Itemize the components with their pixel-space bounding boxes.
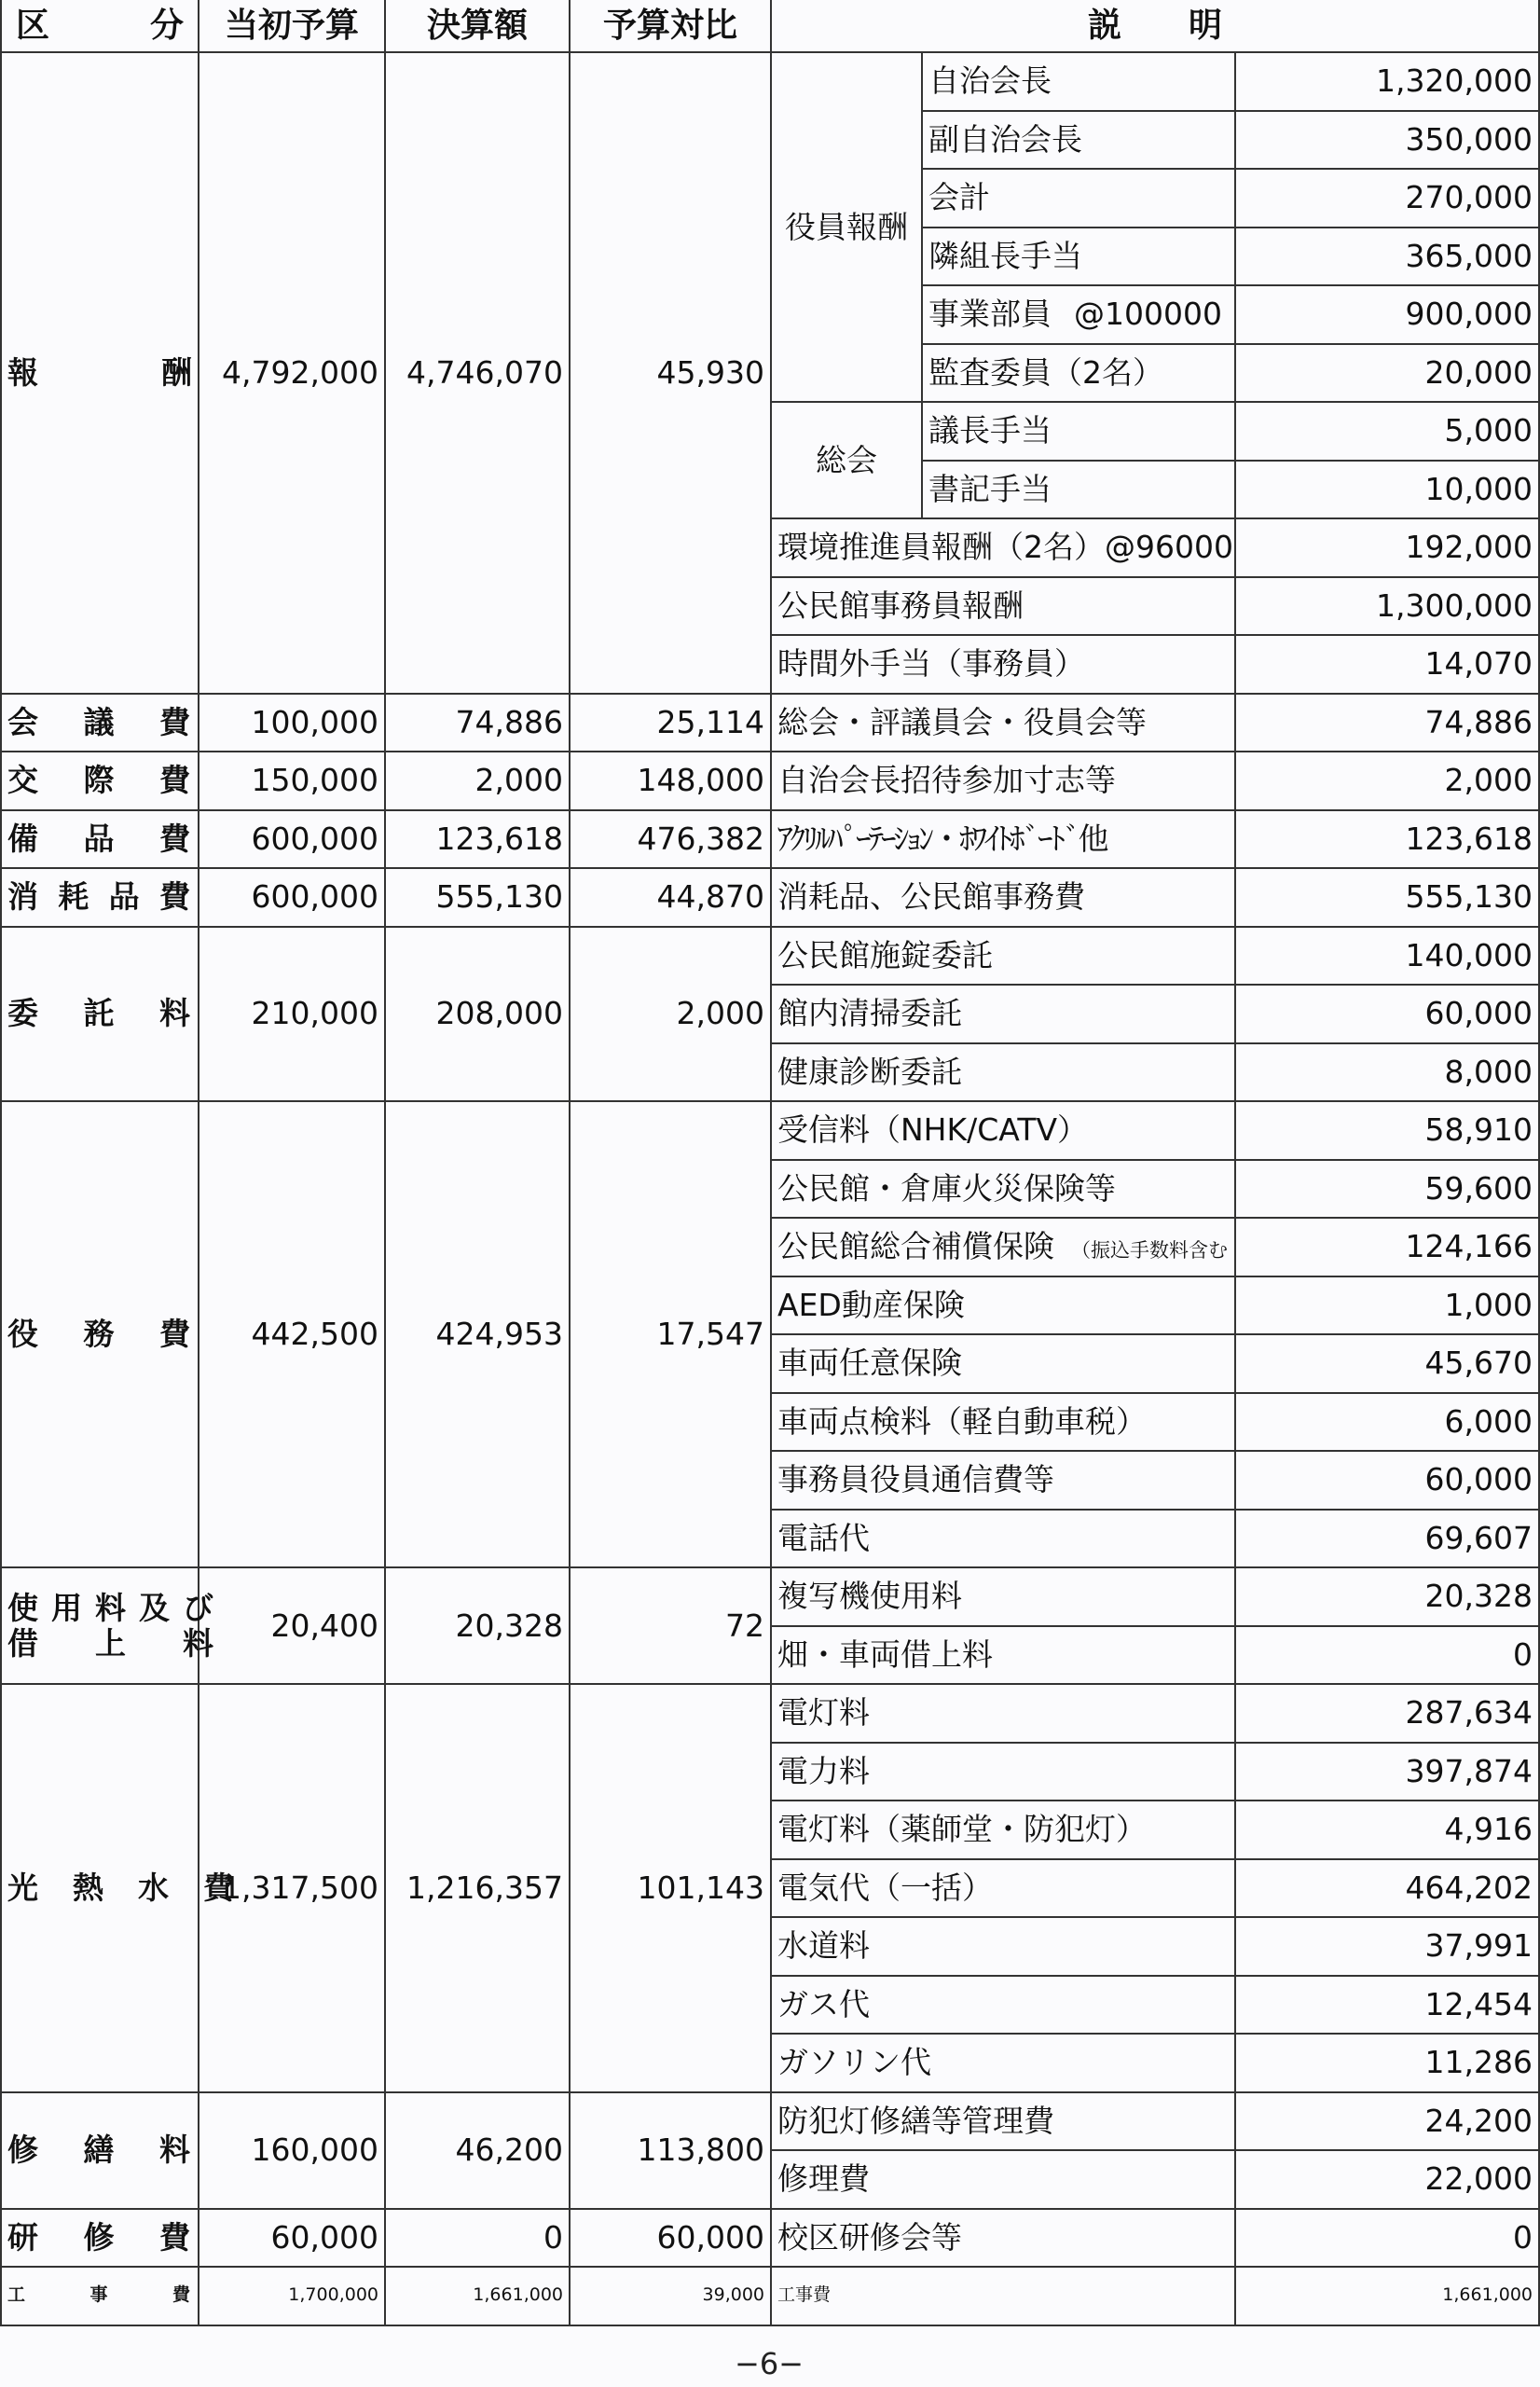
item-amount: 20,328 xyxy=(1235,1567,1539,1626)
initial-budget-value: 442,500 xyxy=(199,1101,385,1567)
difference-value: 101,143 xyxy=(570,1684,771,2092)
item-label: AED動産保険 xyxy=(771,1276,1235,1335)
item-amount: 464,202 xyxy=(1235,1859,1539,1918)
category-consumables: 消耗品費 xyxy=(1,868,199,927)
item-label-with-note xyxy=(922,285,1235,344)
item-label: 防犯灯修繕等管理費 xyxy=(771,2092,1235,2151)
category-line: 借 上 料 xyxy=(7,1624,227,1662)
item-amount: 74,886 xyxy=(1235,694,1539,752)
item-label: 隣組長手当 xyxy=(922,228,1235,286)
item-amount: 1,661,000 xyxy=(1235,2267,1539,2325)
item-amount: 0 xyxy=(1235,2209,1539,2268)
item-label: 修理費 xyxy=(771,2150,1235,2209)
item-label: ガソリン代 xyxy=(771,2034,1235,2092)
page-number: −6− xyxy=(735,2346,804,2381)
table-row xyxy=(1,868,1539,927)
item-amount: 8,000 xyxy=(1235,1043,1539,1102)
item-label: 副自治会長 xyxy=(922,111,1235,170)
item-label: 公民館事務員報酬 xyxy=(771,577,1235,636)
settled-value: 4,746,070 xyxy=(385,52,570,694)
initial-budget-value: 100,000 xyxy=(199,694,385,752)
item-label: 電灯料（薬師堂・防犯灯） xyxy=(771,1801,1235,1859)
difference-value: 17,547 xyxy=(570,1101,771,1567)
header-settled-amount: 決算額 xyxy=(385,0,570,52)
initial-budget-value: 600,000 xyxy=(199,868,385,927)
item-label: 消耗品、公民館事務費 xyxy=(771,868,1235,927)
settled-value: 20,328 xyxy=(385,1567,570,1684)
item-amount: 124,166 xyxy=(1235,1218,1539,1276)
item-amount: 270,000 xyxy=(1235,169,1539,228)
item-label: ガス代 xyxy=(771,1976,1235,2035)
item-label: 事業部員 xyxy=(928,296,1052,333)
item-label: 車両任意保険 xyxy=(771,1334,1235,1393)
item-label: 工事費 xyxy=(771,2267,1235,2325)
item-amount: 69,607 xyxy=(1235,1510,1539,1568)
item-amount: 12,454 xyxy=(1235,1976,1539,2035)
item-amount: 58,910 xyxy=(1235,1101,1539,1160)
item-unit-note: @100000 xyxy=(1074,296,1222,333)
settled-value: 46,200 xyxy=(385,2092,570,2209)
difference-value: 113,800 xyxy=(570,2092,771,2209)
category-meeting: 会 議 費 xyxy=(1,694,199,752)
header-description: 説 明 xyxy=(771,0,1539,52)
item-amount: 5,000 xyxy=(1235,402,1539,461)
header-budget-difference: 予算対比 xyxy=(570,0,771,52)
item-amount: 1,000 xyxy=(1235,1276,1539,1335)
subgroup-officer-pay: 役員報酬 xyxy=(771,52,922,402)
item-fee-note: （振込手数料含む xyxy=(1071,1239,1228,1262)
initial-budget-value: 60,000 xyxy=(199,2209,385,2268)
item-label: ｱｸﾘﾙﾊﾟｰﾃｰｼｮﾝ・ﾎﾜｲﾄﾎﾞｰﾄﾞ他 xyxy=(771,810,1235,869)
category-services: 役 務 費 xyxy=(1,1101,199,1567)
item-label-with-note xyxy=(771,1218,1235,1276)
settled-value: 1,216,357 xyxy=(385,1684,570,2092)
initial-budget-value: 150,000 xyxy=(199,752,385,810)
category-entertainment: 交 際 費 xyxy=(1,752,199,810)
difference-value: 44,870 xyxy=(570,868,771,927)
difference-value: 476,382 xyxy=(570,810,771,869)
table-row xyxy=(1,752,1539,810)
difference-value: 2,000 xyxy=(570,927,771,1102)
difference-value: 60,000 xyxy=(570,2209,771,2268)
table-row xyxy=(1,52,1539,111)
item-amount: 4,916 xyxy=(1235,1801,1539,1859)
item-label: 監査委員（2名） xyxy=(922,344,1235,403)
category-utilities: 光 熱 水 費 xyxy=(1,1684,199,2092)
item-label: 畑・車両借上料 xyxy=(771,1626,1235,1685)
item-amount: 6,000 xyxy=(1235,1393,1539,1452)
item-amount: 1,320,000 xyxy=(1235,52,1539,111)
settled-value: 0 xyxy=(385,2209,570,2268)
header-category: 区 分 xyxy=(1,0,199,52)
item-amount: 0 xyxy=(1235,1626,1539,1685)
item-label: 健康診断委託 xyxy=(771,1043,1235,1102)
initial-budget-value: 1,700,000 xyxy=(199,2267,385,2325)
settled-value: 74,886 xyxy=(385,694,570,752)
item-label: 議長手当 xyxy=(922,402,1235,461)
category-commission: 委 託 料 xyxy=(1,927,199,1102)
item-label: 公民館施錠委託 xyxy=(771,927,1235,986)
item-label: 水道料 xyxy=(771,1917,1235,1976)
item-label: 公民館総合補償保険 xyxy=(777,1228,1054,1265)
item-label: 館内清掃委託 xyxy=(771,985,1235,1043)
difference-value: 72 xyxy=(570,1567,771,1684)
settled-value: 1,661,000 xyxy=(385,2267,570,2325)
table-row xyxy=(1,2267,1539,2325)
item-label: 電力料 xyxy=(771,1743,1235,1801)
item-label: 電気代（一括） xyxy=(771,1859,1235,1918)
table-row xyxy=(1,810,1539,869)
item-amount: 397,874 xyxy=(1235,1743,1539,1801)
settled-value: 424,953 xyxy=(385,1101,570,1567)
initial-budget-value: 600,000 xyxy=(199,810,385,869)
item-amount: 10,000 xyxy=(1235,461,1539,519)
item-amount: 24,200 xyxy=(1235,2092,1539,2151)
item-amount: 350,000 xyxy=(1235,111,1539,170)
category-construction: 工 事 費 xyxy=(1,2267,199,2325)
item-label: 校区研修会等 xyxy=(771,2209,1235,2268)
category-training: 研 修 費 xyxy=(1,2209,199,2268)
item-label: 電話代 xyxy=(771,1510,1235,1568)
initial-budget-value: 210,000 xyxy=(199,927,385,1102)
item-label: 総会・評議員会・役員会等 xyxy=(771,694,1235,752)
item-amount: 60,000 xyxy=(1235,1451,1539,1510)
item-amount: 900,000 xyxy=(1235,285,1539,344)
settled-value: 123,618 xyxy=(385,810,570,869)
difference-value: 25,114 xyxy=(570,694,771,752)
initial-budget-value: 4,792,000 xyxy=(199,52,385,694)
item-amount: 37,991 xyxy=(1235,1917,1539,1976)
item-label: 自治会長招待参加寸志等 xyxy=(771,752,1235,810)
item-amount: 60,000 xyxy=(1235,985,1539,1043)
item-amount: 14,070 xyxy=(1235,635,1539,694)
item-label: 複写機使用料 xyxy=(771,1567,1235,1626)
table-row xyxy=(1,694,1539,752)
category-repairs: 修 繕 料 xyxy=(1,2092,199,2209)
item-label: 会計 xyxy=(922,169,1235,228)
category-line: 使用料及び xyxy=(7,1589,227,1626)
item-label: 公民館・倉庫火災保険等 xyxy=(771,1160,1235,1219)
settled-value: 2,000 xyxy=(385,752,570,810)
difference-value: 148,000 xyxy=(570,752,771,810)
item-label: 事務員役員通信費等 xyxy=(771,1451,1235,1510)
item-amount: 123,618 xyxy=(1235,810,1539,869)
item-label: 車両点検料（軽自動車税） xyxy=(771,1393,1235,1452)
header-row xyxy=(1,0,1539,52)
item-amount: 11,286 xyxy=(1235,2034,1539,2092)
subgroup-general-meeting: 総会 xyxy=(771,402,922,518)
item-amount: 365,000 xyxy=(1235,228,1539,286)
item-amount: 22,000 xyxy=(1235,2150,1539,2209)
table-row xyxy=(1,2092,1539,2151)
item-amount: 140,000 xyxy=(1235,927,1539,986)
settled-value: 555,130 xyxy=(385,868,570,927)
item-label: 自治会長 xyxy=(922,52,1235,111)
table-row xyxy=(1,1684,1539,1743)
header-initial-budget: 当初予算 xyxy=(199,0,385,52)
table-row xyxy=(1,1567,1539,1626)
settled-value: 208,000 xyxy=(385,927,570,1102)
item-amount: 287,634 xyxy=(1235,1684,1539,1743)
item-amount: 2,000 xyxy=(1235,752,1539,810)
item-label: 時間外手当（事務員） xyxy=(771,635,1235,694)
item-amount: 1,300,000 xyxy=(1235,577,1539,636)
item-amount: 555,130 xyxy=(1235,868,1539,927)
item-label: 電灯料 xyxy=(771,1684,1235,1743)
item-label: 書記手当 xyxy=(922,461,1235,519)
difference-value: 39,000 xyxy=(570,2267,771,2325)
item-amount: 59,600 xyxy=(1235,1160,1539,1219)
difference-value: 45,930 xyxy=(570,52,771,694)
item-amount: 192,000 xyxy=(1235,518,1539,577)
table-row xyxy=(1,2209,1539,2268)
item-label: 環境推進員報酬（2名）@96000 xyxy=(771,518,1235,577)
initial-budget-value: 160,000 xyxy=(199,2092,385,2209)
table-row xyxy=(1,927,1539,986)
category-equipment: 備 品 費 xyxy=(1,810,199,869)
initial-budget-value: 20,400 xyxy=(199,1567,385,1684)
item-amount: 45,670 xyxy=(1235,1334,1539,1393)
item-amount: 20,000 xyxy=(1235,344,1539,403)
table-row xyxy=(1,1101,1539,1160)
initial-budget-value: 1,317,500 xyxy=(199,1684,385,2092)
item-label: 受信料（NHK/CATV） xyxy=(771,1101,1235,1160)
category-usage-rental xyxy=(1,1567,227,1684)
category-remuneration: 報 酬 xyxy=(1,52,199,694)
